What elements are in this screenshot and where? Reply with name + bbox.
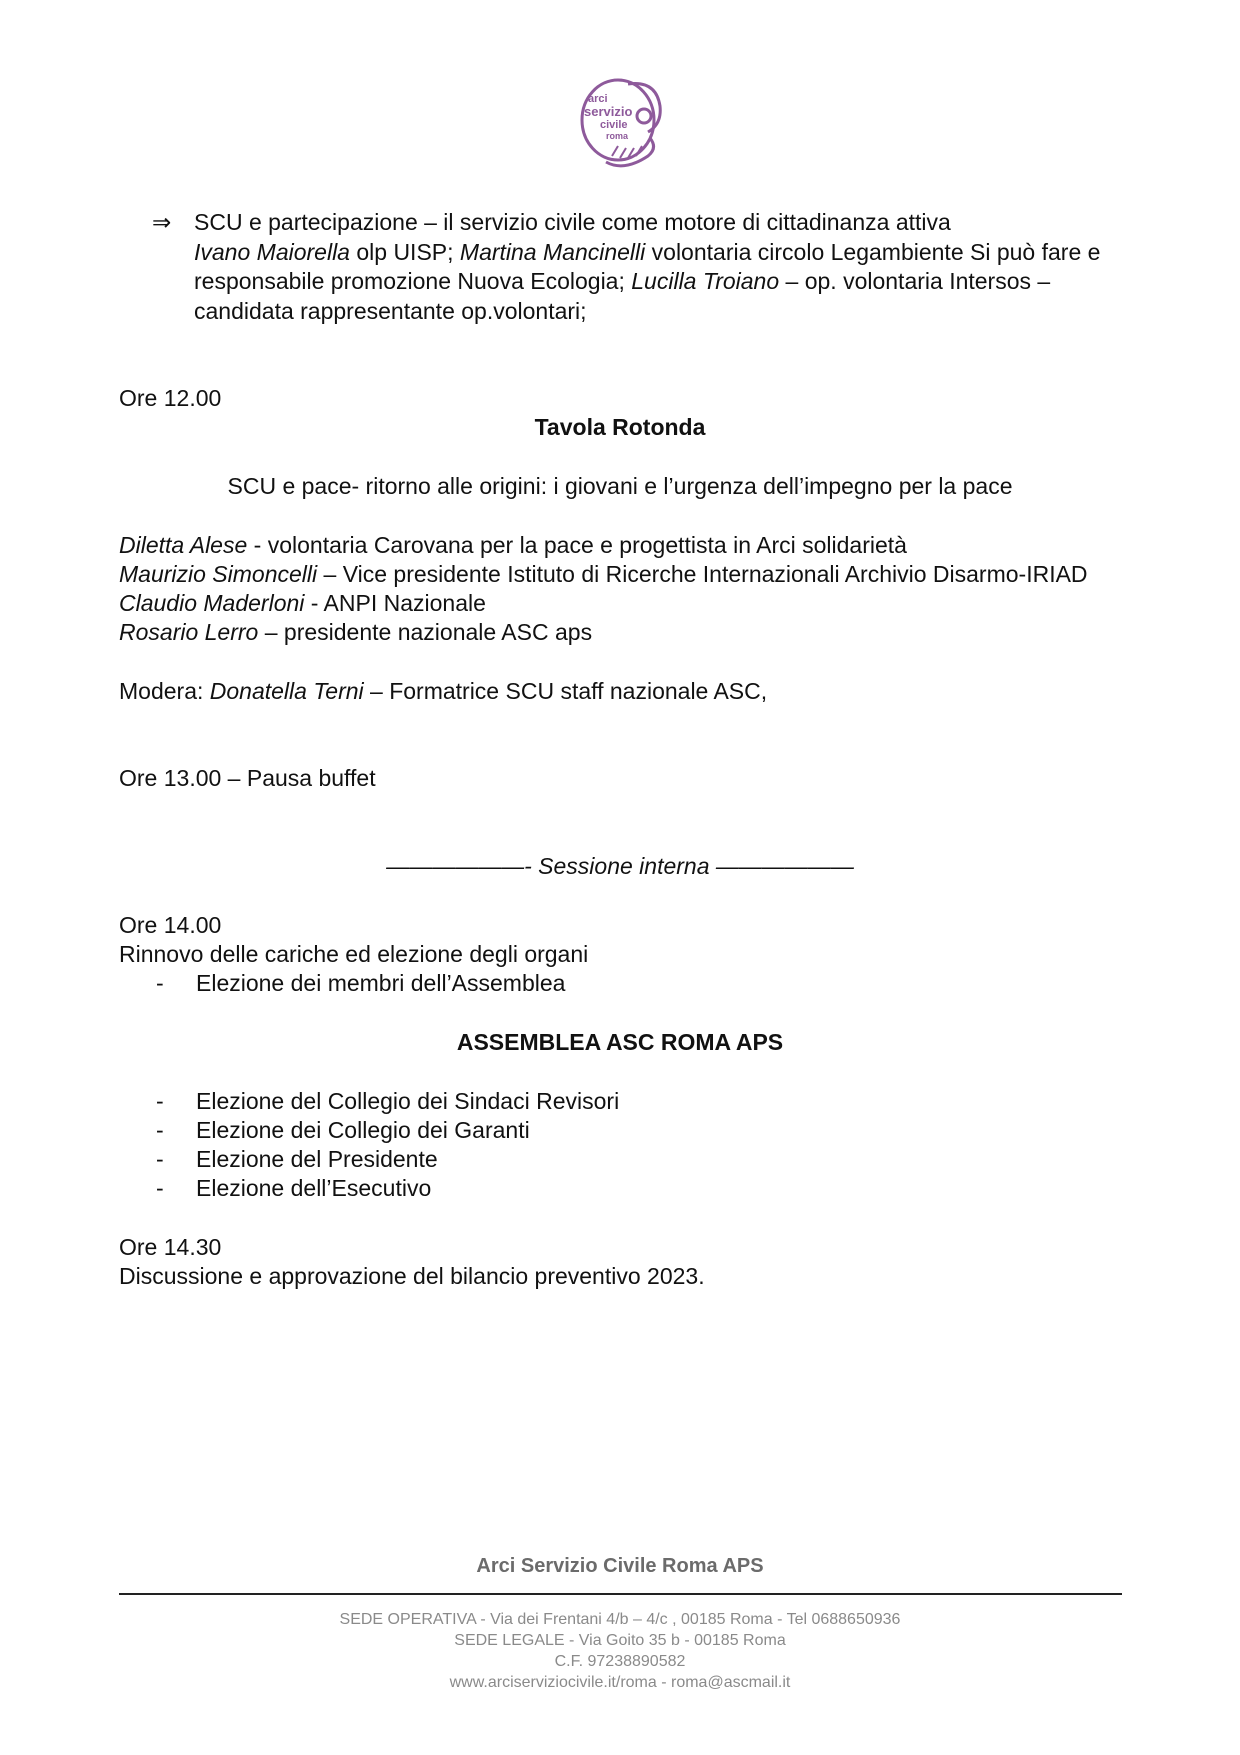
bullet-dash: - [156,1175,164,1201]
svg-text:civile: civile [600,119,628,131]
speaker-name: Ivano Maiorella [194,239,350,265]
time-12: Ore 12.00 [119,385,222,411]
time-14: Ore 14.00 [119,912,222,938]
bullet-dash: - [156,1088,164,1114]
list-item [156,1115,530,1145]
intro-line-3 [194,266,1050,296]
footer-address-operativa: SEDE OPERATIVA - Via dei Frentani 4/b – 4/c , 00185 Roma - Tel 0688650936 [339,1611,901,1628]
speaker-role: – op. volontaria Intersos – [779,268,1051,294]
list-item-text: Elezione dell’Esecutivo [196,1175,432,1201]
session-divider: ——————- Sessione interna —————— [386,853,854,879]
participant-role: – presidente nazionale ASC aps [258,619,593,645]
speaker-name: Lucilla Troiano [631,268,780,294]
bullet-dash: - [156,970,164,996]
participant-role: - volontaria Carovana per la pace e progettista in Arci solidarietà [247,532,907,558]
moderator-label: Modera: [119,678,210,704]
speaker-role: olp UISP; [349,239,460,265]
intro-line-2 [194,237,1100,267]
footer-title: Arci Servizio Civile Roma APS [476,1555,764,1577]
agenda-line: Rinnovo delle cariche ed elezione degli organi [119,941,589,967]
moderator-name: Donatella Terni [209,678,364,704]
participant [119,530,907,560]
bullet-dash: - [156,1146,164,1172]
footer-divider [119,1593,1122,1595]
participant [119,559,1088,589]
agenda-line: Discussione e approvazione del bilancio preventivo 2023. [119,1263,705,1289]
assembly-title: ASSEMBLEA ASC ROMA APS [456,1029,784,1055]
list-item-text: Elezione del Presidente [196,1146,438,1172]
footer-address-legale: SEDE LEGALE - Via Goito 35 b - 00185 Roma [454,1632,786,1649]
time-1430: Ore 14.30 [119,1234,222,1260]
list-item [156,968,565,998]
moderator-line [119,676,767,706]
participant-role: - ANPI Nazionale [304,590,486,616]
time-13: Ore 13.00 – Pausa buffet [119,765,376,791]
list-item-text: Elezione del Collegio dei Sindaci Revisori [196,1088,620,1114]
list-item [156,1144,438,1174]
intro-line-1: SCU e partecipazione – il servizio civile come motore di cittadinanza attiva [194,209,951,235]
speaker-role: volontaria circolo Legambiente Si può fare e [645,239,1101,265]
section-title: Tavola Rotonda [534,414,706,440]
speaker-role: responsabile promozione Nuova Ecologia; [194,268,632,294]
footer-contacts: www.arciserviziocivile.it/roma - roma@ascmail.it [449,1674,791,1691]
participant [119,617,592,647]
arrow-bullet-icon: ⇒ [152,209,172,235]
bullet-dash: - [156,1117,164,1143]
intro-line-4: candidata rappresentante op.volontari; [194,298,587,324]
participant-name: Maurizio Simoncelli [119,561,318,587]
speaker-name: Martina Mancinelli [459,239,646,265]
svg-text:servizio: servizio [584,104,633,119]
participant-name: Diletta Alese [119,532,248,558]
list-item [156,1086,619,1116]
arci-logo [578,76,670,178]
participant-name: Claudio Maderloni [119,590,305,616]
svg-text:arci: arci [588,93,608,105]
footer-fiscal-code: C.F. 97238890582 [554,1653,686,1670]
moderator-role: – Formatrice SCU staff nazionale ASC, [363,678,768,704]
section-subtitle: SCU e pace- ritorno alle origini: i giovani e l’urgenza dell’impegno per la pace [227,473,1013,499]
list-item [156,1173,431,1203]
participant-name: Rosario Lerro [119,619,259,645]
list-item-text: Elezione dei Collegio dei Garanti [196,1117,530,1143]
list-item-text: Elezione dei membri dell’Assemblea [196,970,566,996]
svg-text:roma: roma [606,131,629,141]
participant [119,588,486,618]
participant-role: – Vice presidente Istituto di Ricerche Internazionali Archivio Disarmo-IRIAD [317,561,1088,587]
